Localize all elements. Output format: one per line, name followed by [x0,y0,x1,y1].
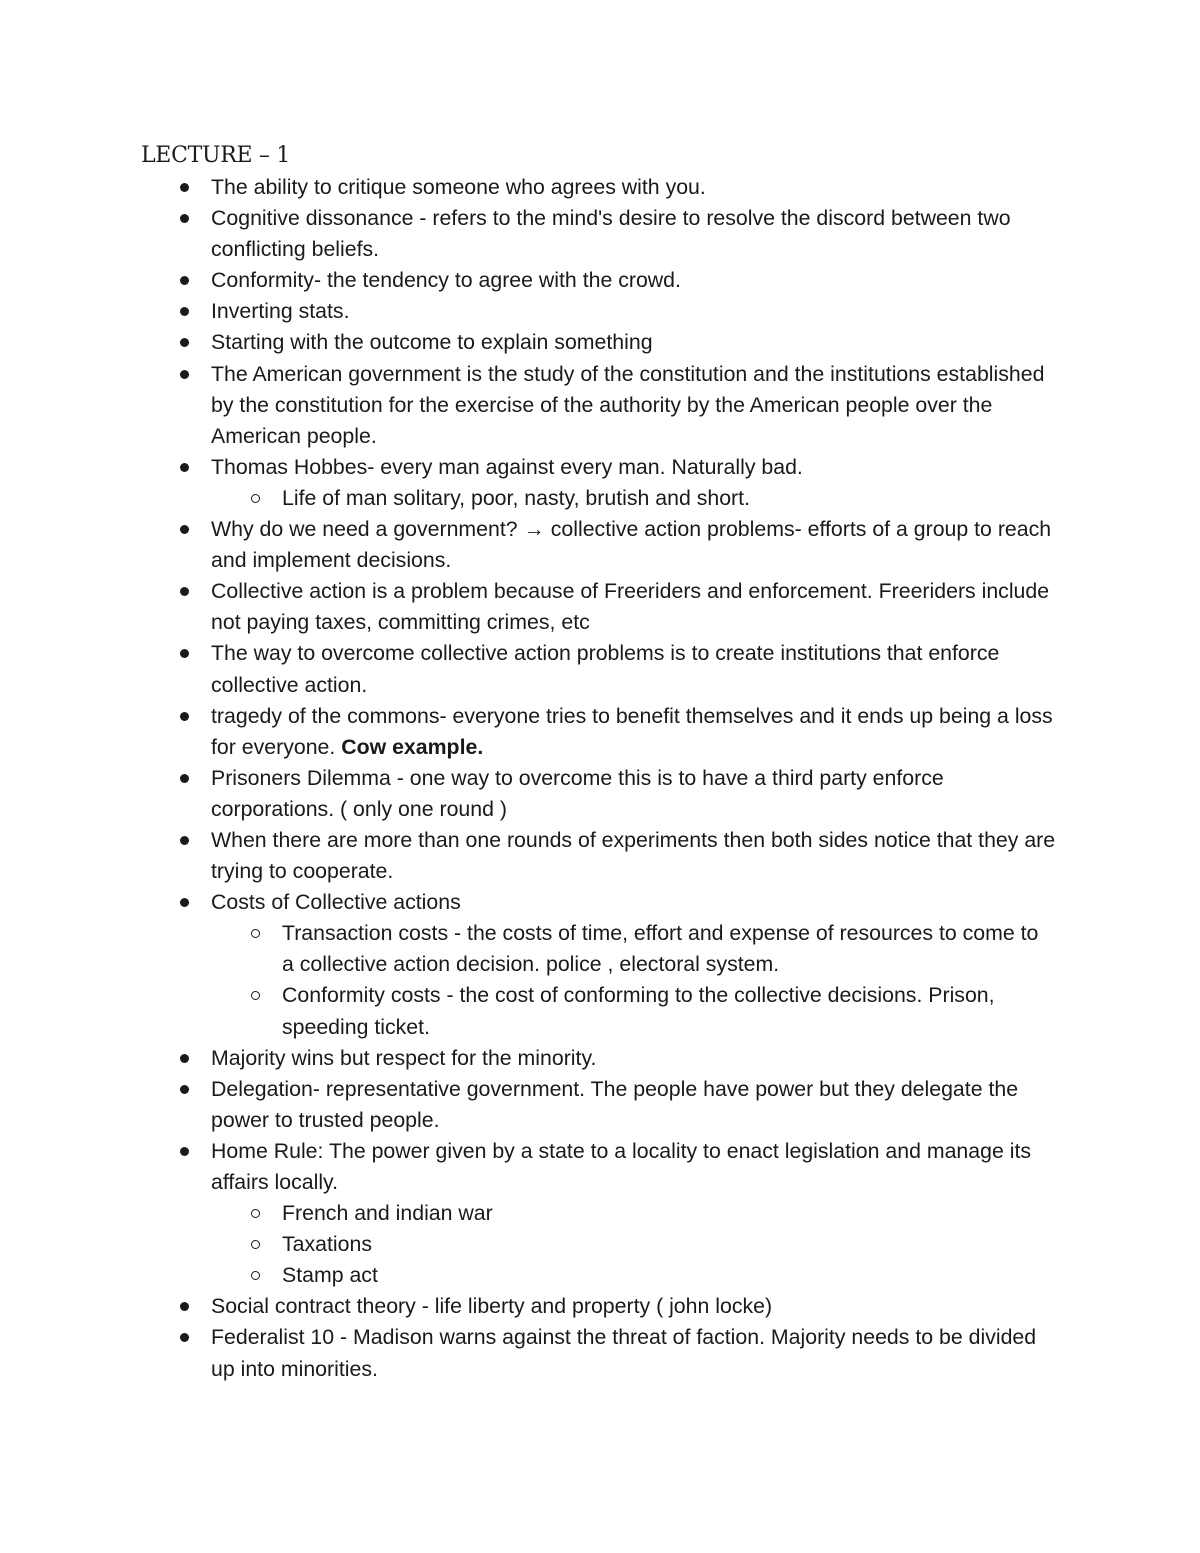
item-text: Starting with the outcome to explain something [211,330,653,355]
filled-bullet-icon [178,825,190,856]
item-text: Why do we need a government? → collective action problems- efforts of a group to reach and implement decisions. [211,517,1052,573]
bullet-item [0,265,1061,296]
bullet-item [0,1291,1061,1322]
item-text: The American government is the study of the constitution and the institutions established by the constitution for the exercise of the authority by the American people over the American people. [211,361,1045,448]
item-text: When there are more than one rounds of experiments then both sides notice that they are trying to cooperate. [211,827,1056,884]
sub-bullet-item [0,483,1042,514]
filled-bullet-icon [178,203,190,234]
item-text: Inverting stats. [211,299,350,324]
item-text: Costs of Collective actions [211,890,461,915]
filled-bullet-icon [178,763,190,794]
filled-bullet-icon [178,701,190,732]
item-text: Taxations [282,1232,372,1257]
bullet-item [0,327,1061,358]
hollow-bullet-icon [249,918,261,949]
hollow-bullet-icon [249,980,261,1011]
filled-bullet-icon [178,1074,190,1105]
item-text: Transaction costs - the costs of time, effort and expense of resources to come to a collective action decision. police , electoral system. [282,921,1039,977]
bullet-item [0,296,1061,327]
sub-bullet-item [0,1229,1042,1260]
filled-bullet-icon [178,1291,190,1322]
bullet-item [0,763,1061,825]
item-text: Delegation- representative government. The people have power but they delegate the power to trusted people. [211,1076,1019,1132]
filled-bullet-icon [178,1136,190,1167]
bullet-item [0,701,1061,763]
hollow-bullet-icon [249,1260,261,1291]
hollow-bullet-icon [249,1229,261,1260]
bullet-item [0,638,1061,700]
filled-bullet-icon [178,1043,190,1074]
item-text: Life of man solitary, poor, nasty, brutish and short. [282,485,750,510]
bullet-item [0,203,1061,265]
item-text: Stamp act [282,1263,378,1288]
lecture-heading: LECTURE – 1 [141,143,291,168]
item-text: Home Rule: The power given by a state to a locality to enact legislation and manage its affairs locally. [211,1138,1032,1194]
item-text: Thomas Hobbes- every man against every man. Naturally bad. [211,454,803,479]
bullet-item [0,359,1061,452]
bullet-item [0,1322,1061,1384]
sub-bullet-item [0,980,1042,1042]
bullet-item [0,452,1061,483]
item-text: French and indian war [282,1201,493,1226]
sub-bullet-item [0,918,1042,980]
bullet-item [0,514,1061,576]
lecture-notes-list [0,172,1200,1385]
item-text: Conformity- the tendency to agree with the crowd. [211,268,681,293]
filled-bullet-icon [178,514,190,545]
item-text: Federalist 10 - Madison warns against the threat of faction. Majority needs to be divided up into minorities. [211,1325,1037,1381]
filled-bullet-icon [178,265,190,296]
filled-bullet-icon [178,1322,190,1353]
item-text: Social contract theory - life liberty and property ( john locke) [211,1294,773,1319]
item-text: Cognitive dissonance - refers to the mind's desire to resolve the discord between two conflicting beliefs. [211,206,1011,262]
bullet-item [0,1136,1061,1198]
filled-bullet-icon [178,359,190,390]
item-text: The ability to critique someone who agrees with you. [211,175,706,199]
sub-bullet-item [0,1198,1042,1229]
item-text: tragedy of the commons- everyone tries to benefit themselves and it ends up being a loss for everyone. [211,703,1053,759]
filled-bullet-icon [178,172,190,203]
item-bold-text: Cow example. [341,734,484,759]
hollow-bullet-icon [249,483,261,514]
filled-bullet-icon [178,638,190,669]
item-text: Collective action is a problem because of Freeriders and enforcement. Freeriders include not paying taxes, committing crimes, etc [211,579,1050,635]
sub-bullet-item [0,1260,1042,1291]
bullet-item [0,172,1061,203]
bullet-item [0,576,1061,638]
filled-bullet-icon [178,296,190,327]
hollow-bullet-icon [249,1198,261,1229]
bullet-item [0,1043,1061,1074]
item-text: Majority wins but respect for the minority. [211,1045,597,1070]
item-text: The way to overcome collective action problems is to create institutions that enforce collective action. [211,641,1000,697]
bullet-item [0,825,1061,887]
filled-bullet-icon [178,887,190,918]
bullet-item [0,1074,1061,1136]
filled-bullet-icon [178,576,190,607]
bullet-item [0,887,1061,918]
filled-bullet-icon [178,327,190,358]
filled-bullet-icon [178,452,190,483]
item-text: Conformity costs - the cost of conforming to the collective decisions. Prison, speeding ticket. [282,983,995,1039]
item-text: Prisoners Dilemma - one way to overcome this is to have a third party enforce corporations. ( only one round ) [211,765,944,821]
